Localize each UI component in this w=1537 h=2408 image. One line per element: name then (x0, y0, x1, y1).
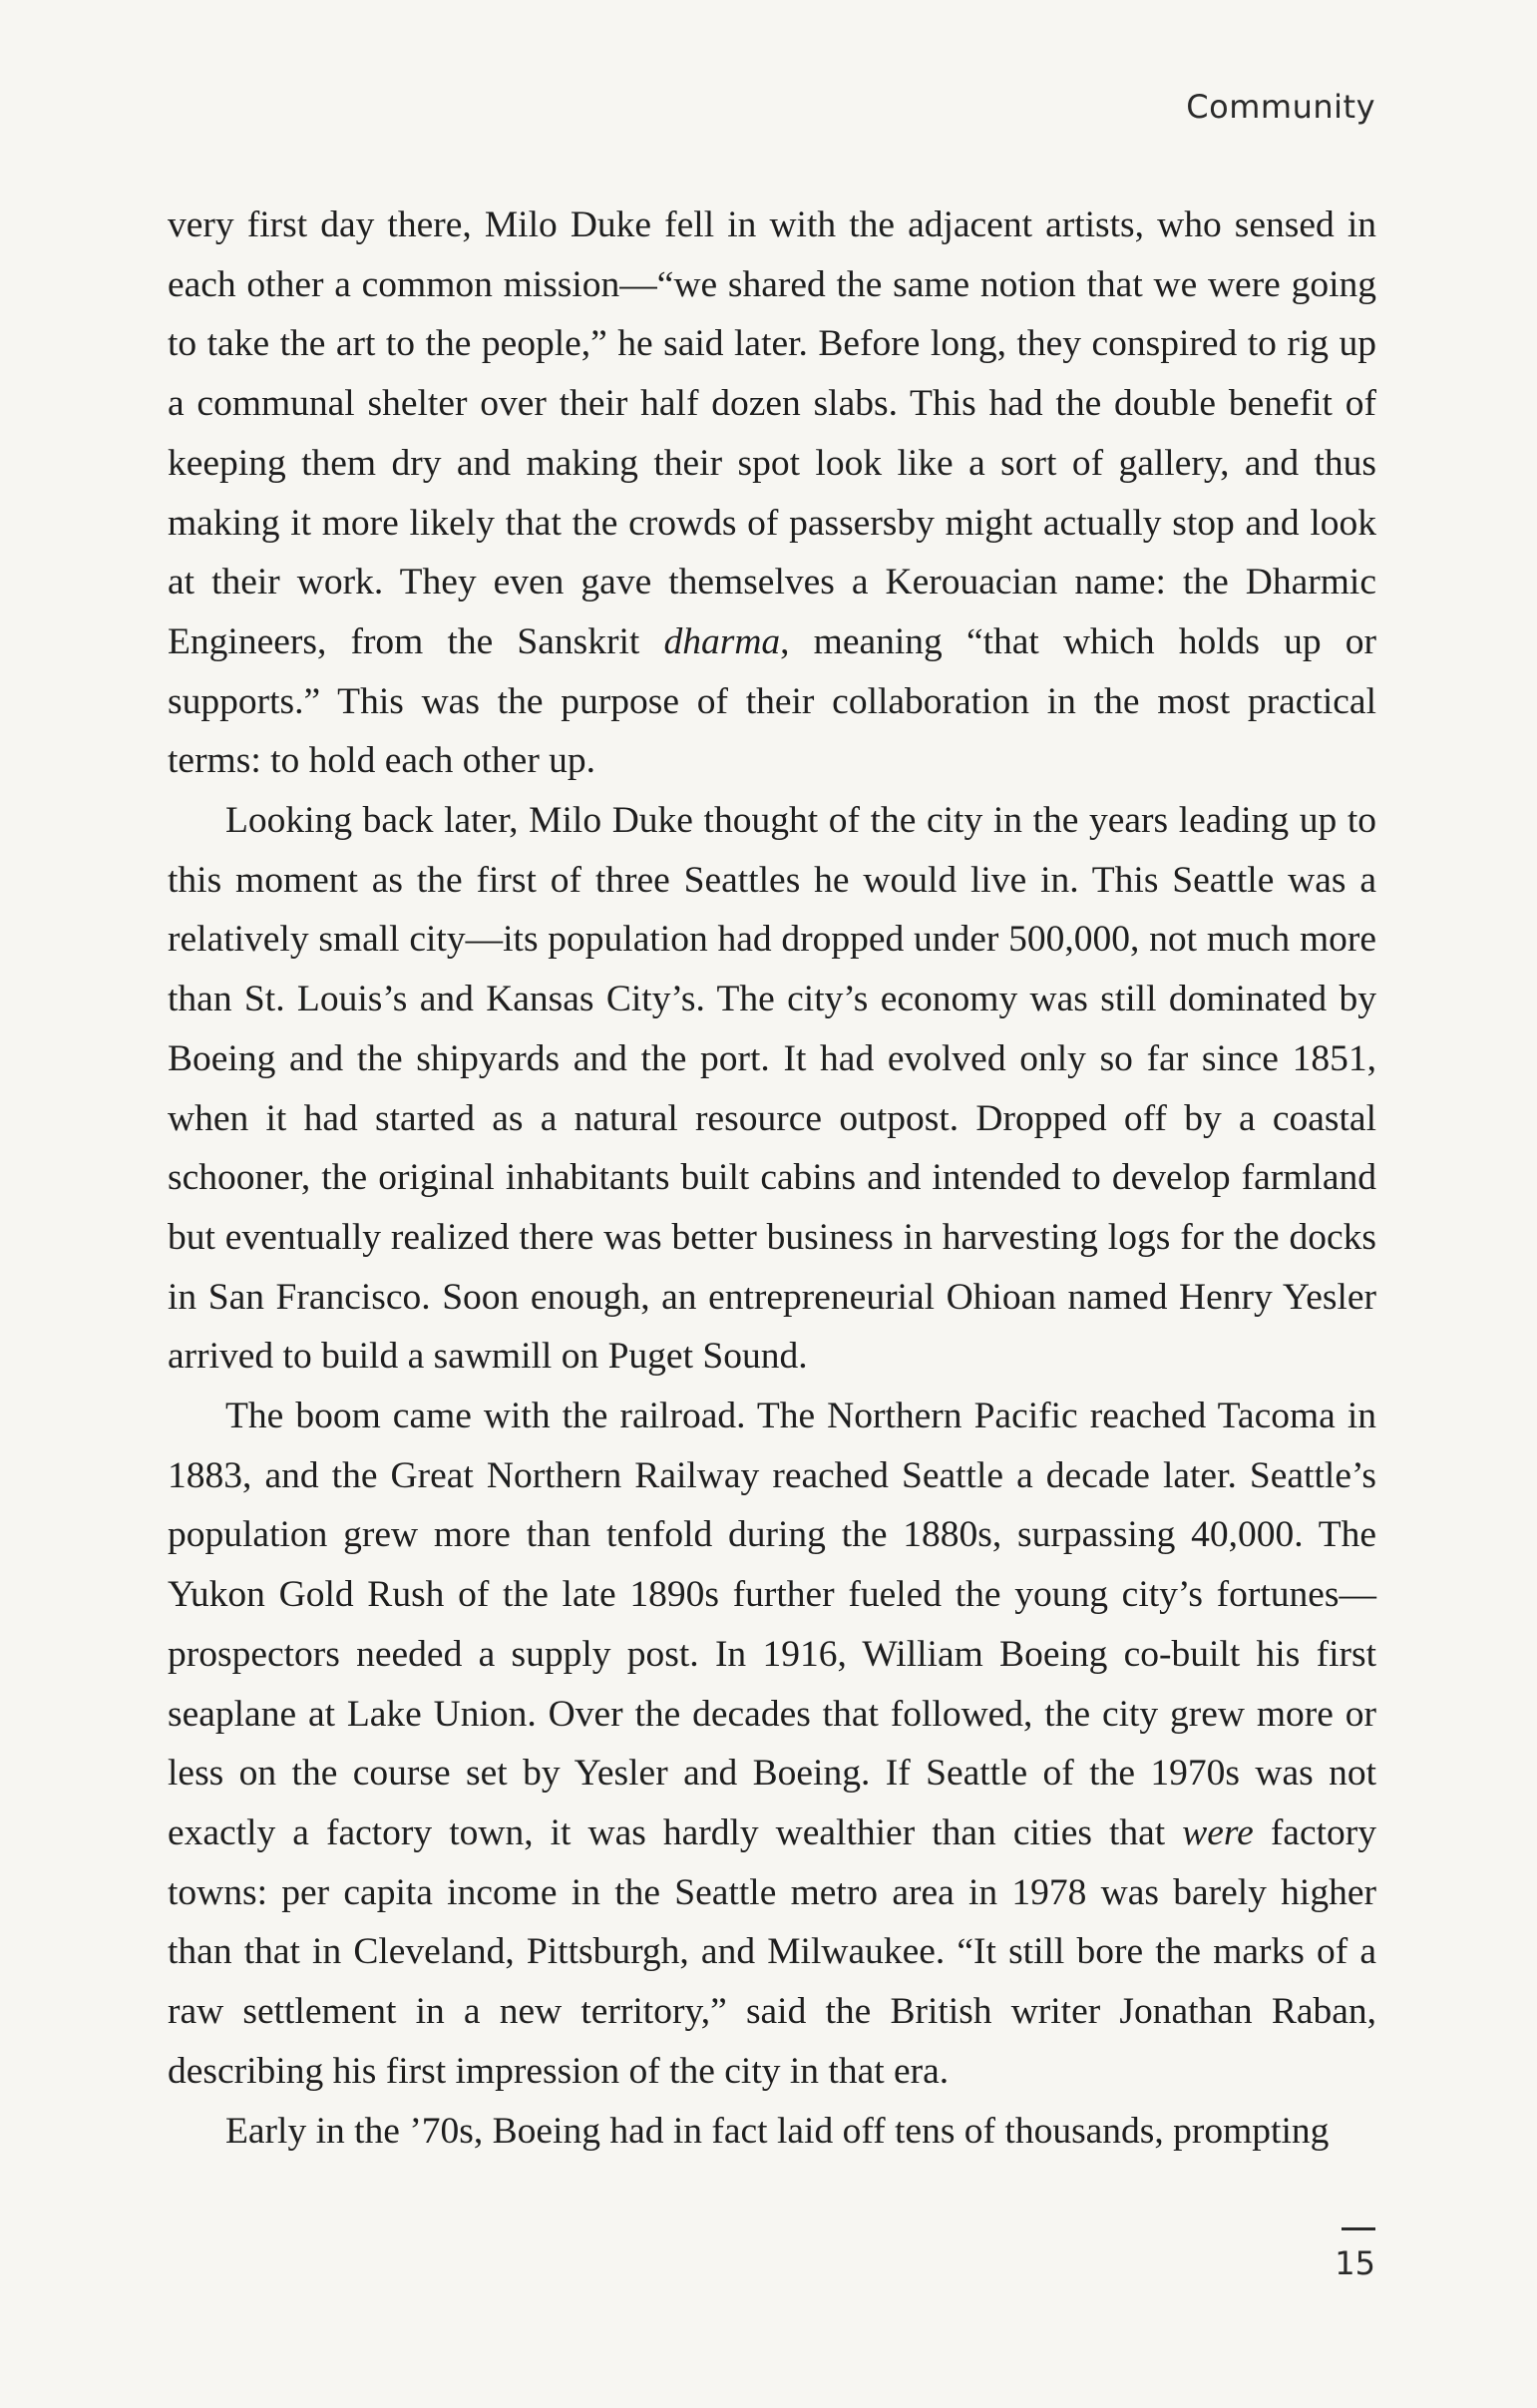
page-number: 15 (1335, 2244, 1375, 2282)
italic-term: dharma (663, 620, 781, 662)
folio-rule (1342, 2227, 1375, 2230)
paragraph-2 (168, 791, 1376, 1387)
paragraph-3 (168, 1387, 1376, 2101)
running-head: Community (1186, 88, 1375, 126)
text-segment: very first day there, Milo Duke fell in with the adjacent artists, who sensed in each other a common mission—“we shared the same notion that we were going to take the art to the people,” he said later. Before long, they conspired to rig up a communal shelter over their half dozen slabs. This had the double benefit of keeping them dry and making their spot look like a sort of gallery, and thus making it more likely that the crowds of passersby might actually stop and look at their work. They even gave themselves a Kerouacian name: the Dharmic Engineers, from the Sanskrit (168, 204, 1376, 662)
text-segment: factory towns: per capita income in the Seattle metro area in 1978 was barely higher than that in Cleveland, Pittsburgh, and Milwaukee. “It still bore the marks of a raw settlement in a new territory,” said the British writer Jonathan Raban, describing his first impression of the city in that era. (168, 1811, 1376, 2092)
text-segment: The boom came with the railroad. The Northern Pacific reached Tacoma in 1883, and the Great Northern Railway reached Seattle a decade later. Seattle’s population grew more than tenfold during the 1880s, surpassing 40,000. The Yukon Gold Rush of the late 1890s further fueled the young city’s fortunes—prospectors needed a supply post. In 1916, William Boeing co-built his first seaplane at Lake Union. Over the decades that followed, the city grew more or less on the course set by Yesler and Boeing. If Seattle of the 1970s was not exactly a factory town, it was hardly wealthier than cities that (168, 1396, 1376, 1853)
body-text (168, 196, 1376, 2161)
paragraph-1 (168, 196, 1376, 791)
italic-term: were (1182, 1811, 1254, 1853)
text-segment: , meaning “that which holds up or supports.” This was the purpose of their collaboration in the most practical terms: to hold each other up. (168, 620, 1376, 782)
text-segment: Looking back later, Milo Duke thought of the city in the years leading up to this moment as the first of three Seattles he would live in. This Seattle was a relatively small city—its population had dropped under 500,000, not much more than St. Louis’s and Kansas City’s. The city’s economy was still dominated by Boeing and the shipyards and the port. It had evolved only so far since 1851, when it had started as a natural resource outpost. Dropped off by a coastal schooner, the original inhabitants built cabins and intended to develop farmland but eventually realized there was better business in harvesting logs for the docks in San Francisco. Soon enough, an entrepreneurial Ohioan named Henry Yesler arrived to build a sawmill on Puget Sound. (168, 800, 1376, 1378)
paragraph-4 (168, 2102, 1376, 2162)
text-segment: Early in the ’70s, Boeing had in fact laid off tens of thousands, prompting (225, 2110, 1330, 2152)
